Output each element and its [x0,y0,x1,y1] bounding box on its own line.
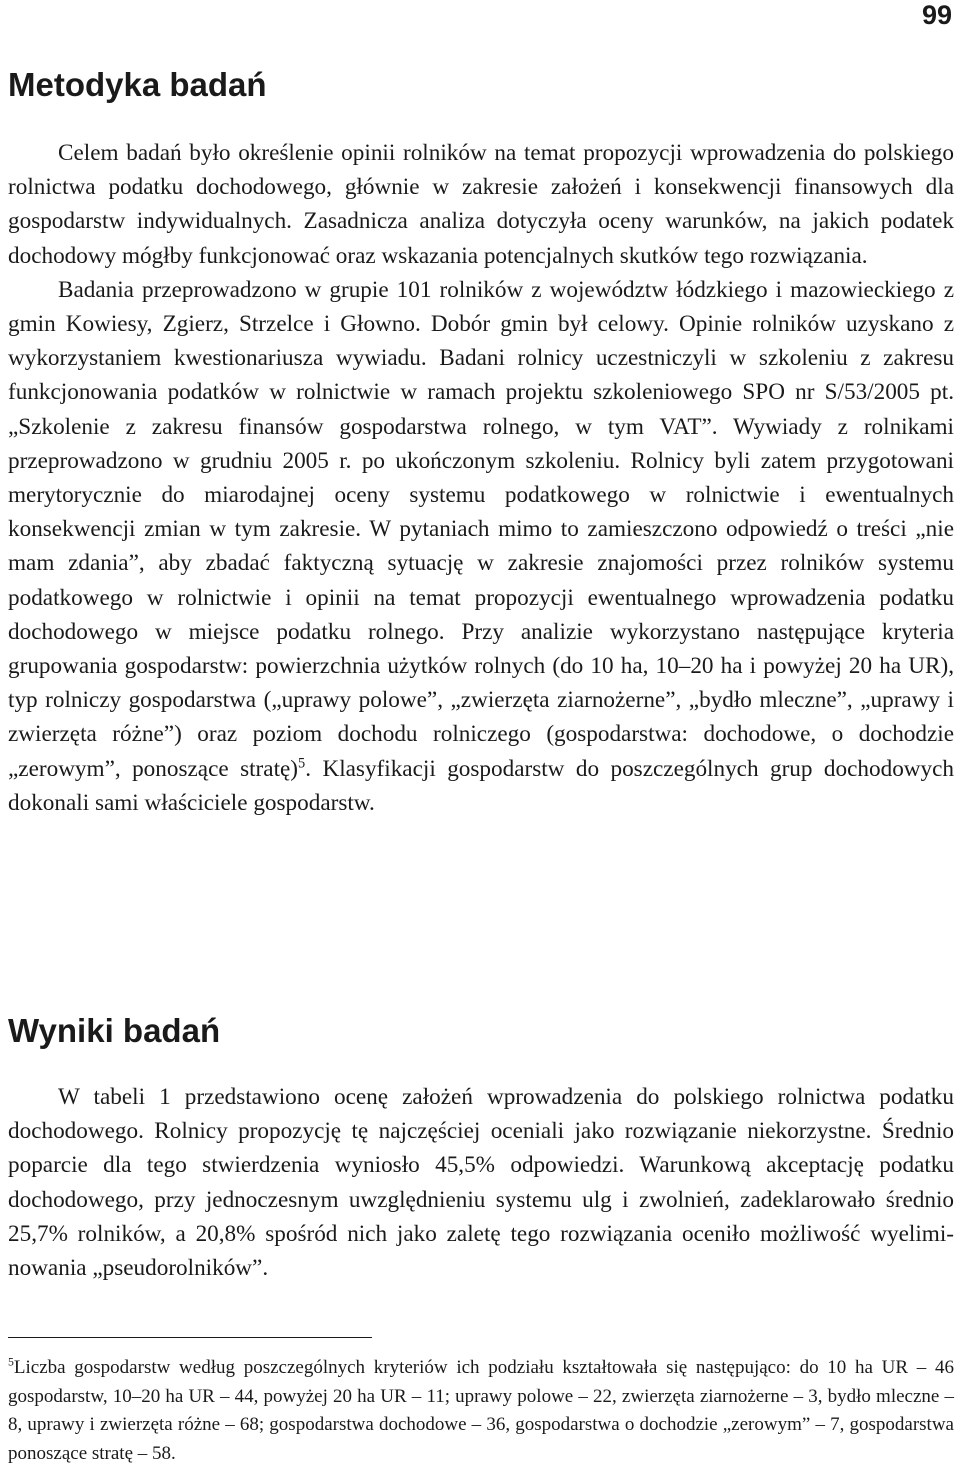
paragraph-2 [8,273,954,820]
footnote-text: Liczba gospodarstw według poszczególnych kryteriów ich podziału kształtowała się następująco: do 10 ha UR – 46 gospodarstw, 10–20 ha UR – 44, powyżej 20 ha UR – 11; uprawy polowe – 22, zwierzęta ziarnożerne – 3, bydło mleczne – 8, uprawy i zwierzęta różne – 68; gospodarstwa dochodowe – 36, gospodarstwa o dochodzie „zerowym” – 7, gospodarstwa ponoszące stratę – 58. [8,1357,954,1464]
section-body-metodyka [8,136,954,820]
paragraph-2-text-a: Badania przeprowadzono w grupie 101 rolników z województw łódzkiego i mazowieckiego z gmin Kowiesy, Zgierz, Strzelce i Głowno. Dobór gmin był celowy. Opinie rolników uzyskano z wykorzystaniem kwestionariusza wywiadu. Badani rolnicy uczestniczyli w szkoleniu z zakresu funkcjonowania podatków w rolnictwie w ramach projektu szkoleniowego SPO nr S/53/2005 pt. „Szkolenie z zakresu finansów gospodarstwa rolnego, w tym VAT”. Wywiady z rolnikami przeprowadzono w grudniu 2005 r. po ukończonym szkoleniu. Rolnicy byli zatem przygotowani merytorycznie do miarodajnej oceny systemu podatkowego w rolnictwie i ewentualnych konsekwencji zmian w tym zakresie. W pytaniach mimo to zamieszczono odpowiedź o treści „nie mam zdania”, aby zbadać faktyczną sytuację w zakresie znajomości przez rolników systemu podatkowego w rolnictwie i opinii na temat propozycji ewentualnego wprowadzenia podatku dochodowego w miejsce podatku rolnego. Przy analizie wykorzystano następujące kryteria grupowania gospodarstw: powierzchnia użytków rolnych (do 10 ha, 10–20 ha i powyżej 20 ha UR), typ rolniczy gospodarstwa („uprawy polowe”, „zwierzęta ziarnożerne”, „bydło mleczne”, „uprawy i zwierzęta różne”) oraz poziom dochodu rolniczego (gospodarstwa: dochodowe, o dochodzie „zerowym”, ponoszące stratę) [8,276,954,782]
footnote [8,1354,954,1468]
footnote-reference: 5 [298,754,306,771]
paragraph-2-text-b: . Klasyfikacji gospodarstw do poszczególnych grup dochodowych dokonali sami właściciele gospodarstw. [8,755,955,816]
paragraph-1: Celem badań było określenie opinii rolników na temat propozycji wprowadzenia do polskiego rolnictwa podatku dochodowego, głównie w zakresie założeń i konsekwencji finansowych dla gospodarstw indywidualnych. Zasadnicza analiza dotyczyła oceny warunków, na jakich podatek dochodowy mógłby funkcjonować oraz wskazania potencjalnych skutków tego rozwiązania. [8,140,954,269]
footnote-number: 5 [8,1355,14,1369]
section-heading-wyniki: Wyniki badań [8,1012,221,1049]
paragraph-3: W tabeli 1 przedstawiono ocenę założeń wprowadzenia do polskiego rolnictwa podatku dochodowego. Rolnicy propozycję tę najczęściej oceniali jako rozwiązanie niekorzystne. Średnio poparcie dla tego stwierdzenia wyniosło 45,5% odpowiedzi. Warunkową akceptację podatku dochodowego, przy jednoczesnym uwzględnieniu systemu ulg i zwolnień, zadeklarowało średnio 25,7% rolników, a 20,8% spośród nich jako zaletę tego rozwiązania oceniło możliwość wyeliminowania „pseudorolników”. [8,1084,954,1282]
page-number: 99 [921,0,952,30]
section-body-wyniki [8,1080,954,1285]
footnote-divider [8,1337,372,1338]
section-heading-metodyka: Metodyka badań [8,66,267,103]
